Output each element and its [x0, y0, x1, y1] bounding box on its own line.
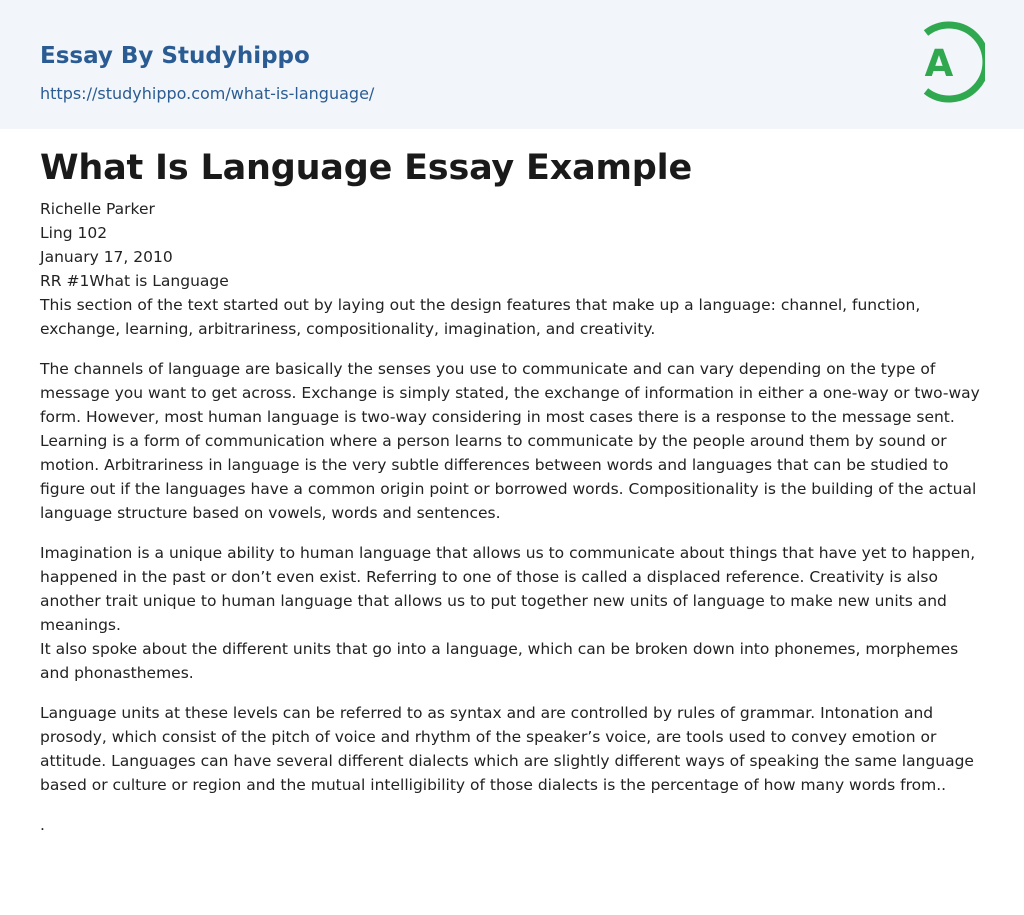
- essay-date: January 17, 2010: [40, 248, 173, 266]
- essay-paragraph: The channels of language are basically the senses you use to communicate and can vary depending on the type of message you want to get across. Exchange is simply stated, the exchange of information in either a one-way or two-way form. However, most human language is two-way considering in most cases there is a response to the message sent. Learning is a form of communication where a person learns to communicate by the people around them by sound or motion. Arbitrariness in language is the very subtle differences between words and languages that can be studied to figure out if the languages have a common origin point or borrowed words. Compositionality is the building of the actual language structure based on vowels, words and sentences.: [40, 360, 980, 522]
- essay-meta: [40, 197, 986, 293]
- essay-content: [40, 140, 986, 853]
- page-url-link[interactable]: https://studyhippo.com/what-is-language/: [40, 84, 375, 103]
- essay-heading-line: RR #1What is Language: [40, 272, 229, 290]
- essay-paragraph: It also spoke about the different units that go into a language, which can be broken down into phonemes, morphemes and phonasthemes.: [40, 640, 959, 682]
- essay-paragraph-ellipsis: .: [40, 816, 45, 834]
- essay-paragraph: Imagination is a unique ability to human language that allows us to communicate about things that have yet to happen, happened in the past or don’t even exist. Referring to one of those is called a displaced reference. Creativity is also another trait unique to human language that allows us to put together new units of language to make new units and meanings.: [40, 544, 976, 634]
- logo-letter: A: [924, 42, 954, 85]
- site-header: [0, 0, 1024, 129]
- essay-author: Richelle Parker: [40, 200, 155, 218]
- studyhippo-logo-icon[interactable]: [913, 20, 985, 104]
- site-title[interactable]: Essay By Studyhippo: [40, 43, 310, 69]
- essay-paragraph: This section of the text started out by laying out the design features that make up a language: channel, function, exchange, learning, arbitrariness, compositionality, imagination, and creativity.: [40, 296, 921, 338]
- essay-course: Ling 102: [40, 224, 108, 242]
- essay-title: What Is Language Essay Example: [40, 148, 692, 188]
- essay-paragraph: Language units at these levels can be referred to as syntax and are controlled by rules of grammar. Intonation and prosody, which consist of the pitch of voice and rhythm of the speaker’s voice, are tools used to convey emotion or attitude. Languages can have several different dialects which are slightly different ways of speaking the same language based or culture or region and the mutual intelligibility of those dialects is the percentage of how many words from..: [40, 704, 974, 794]
